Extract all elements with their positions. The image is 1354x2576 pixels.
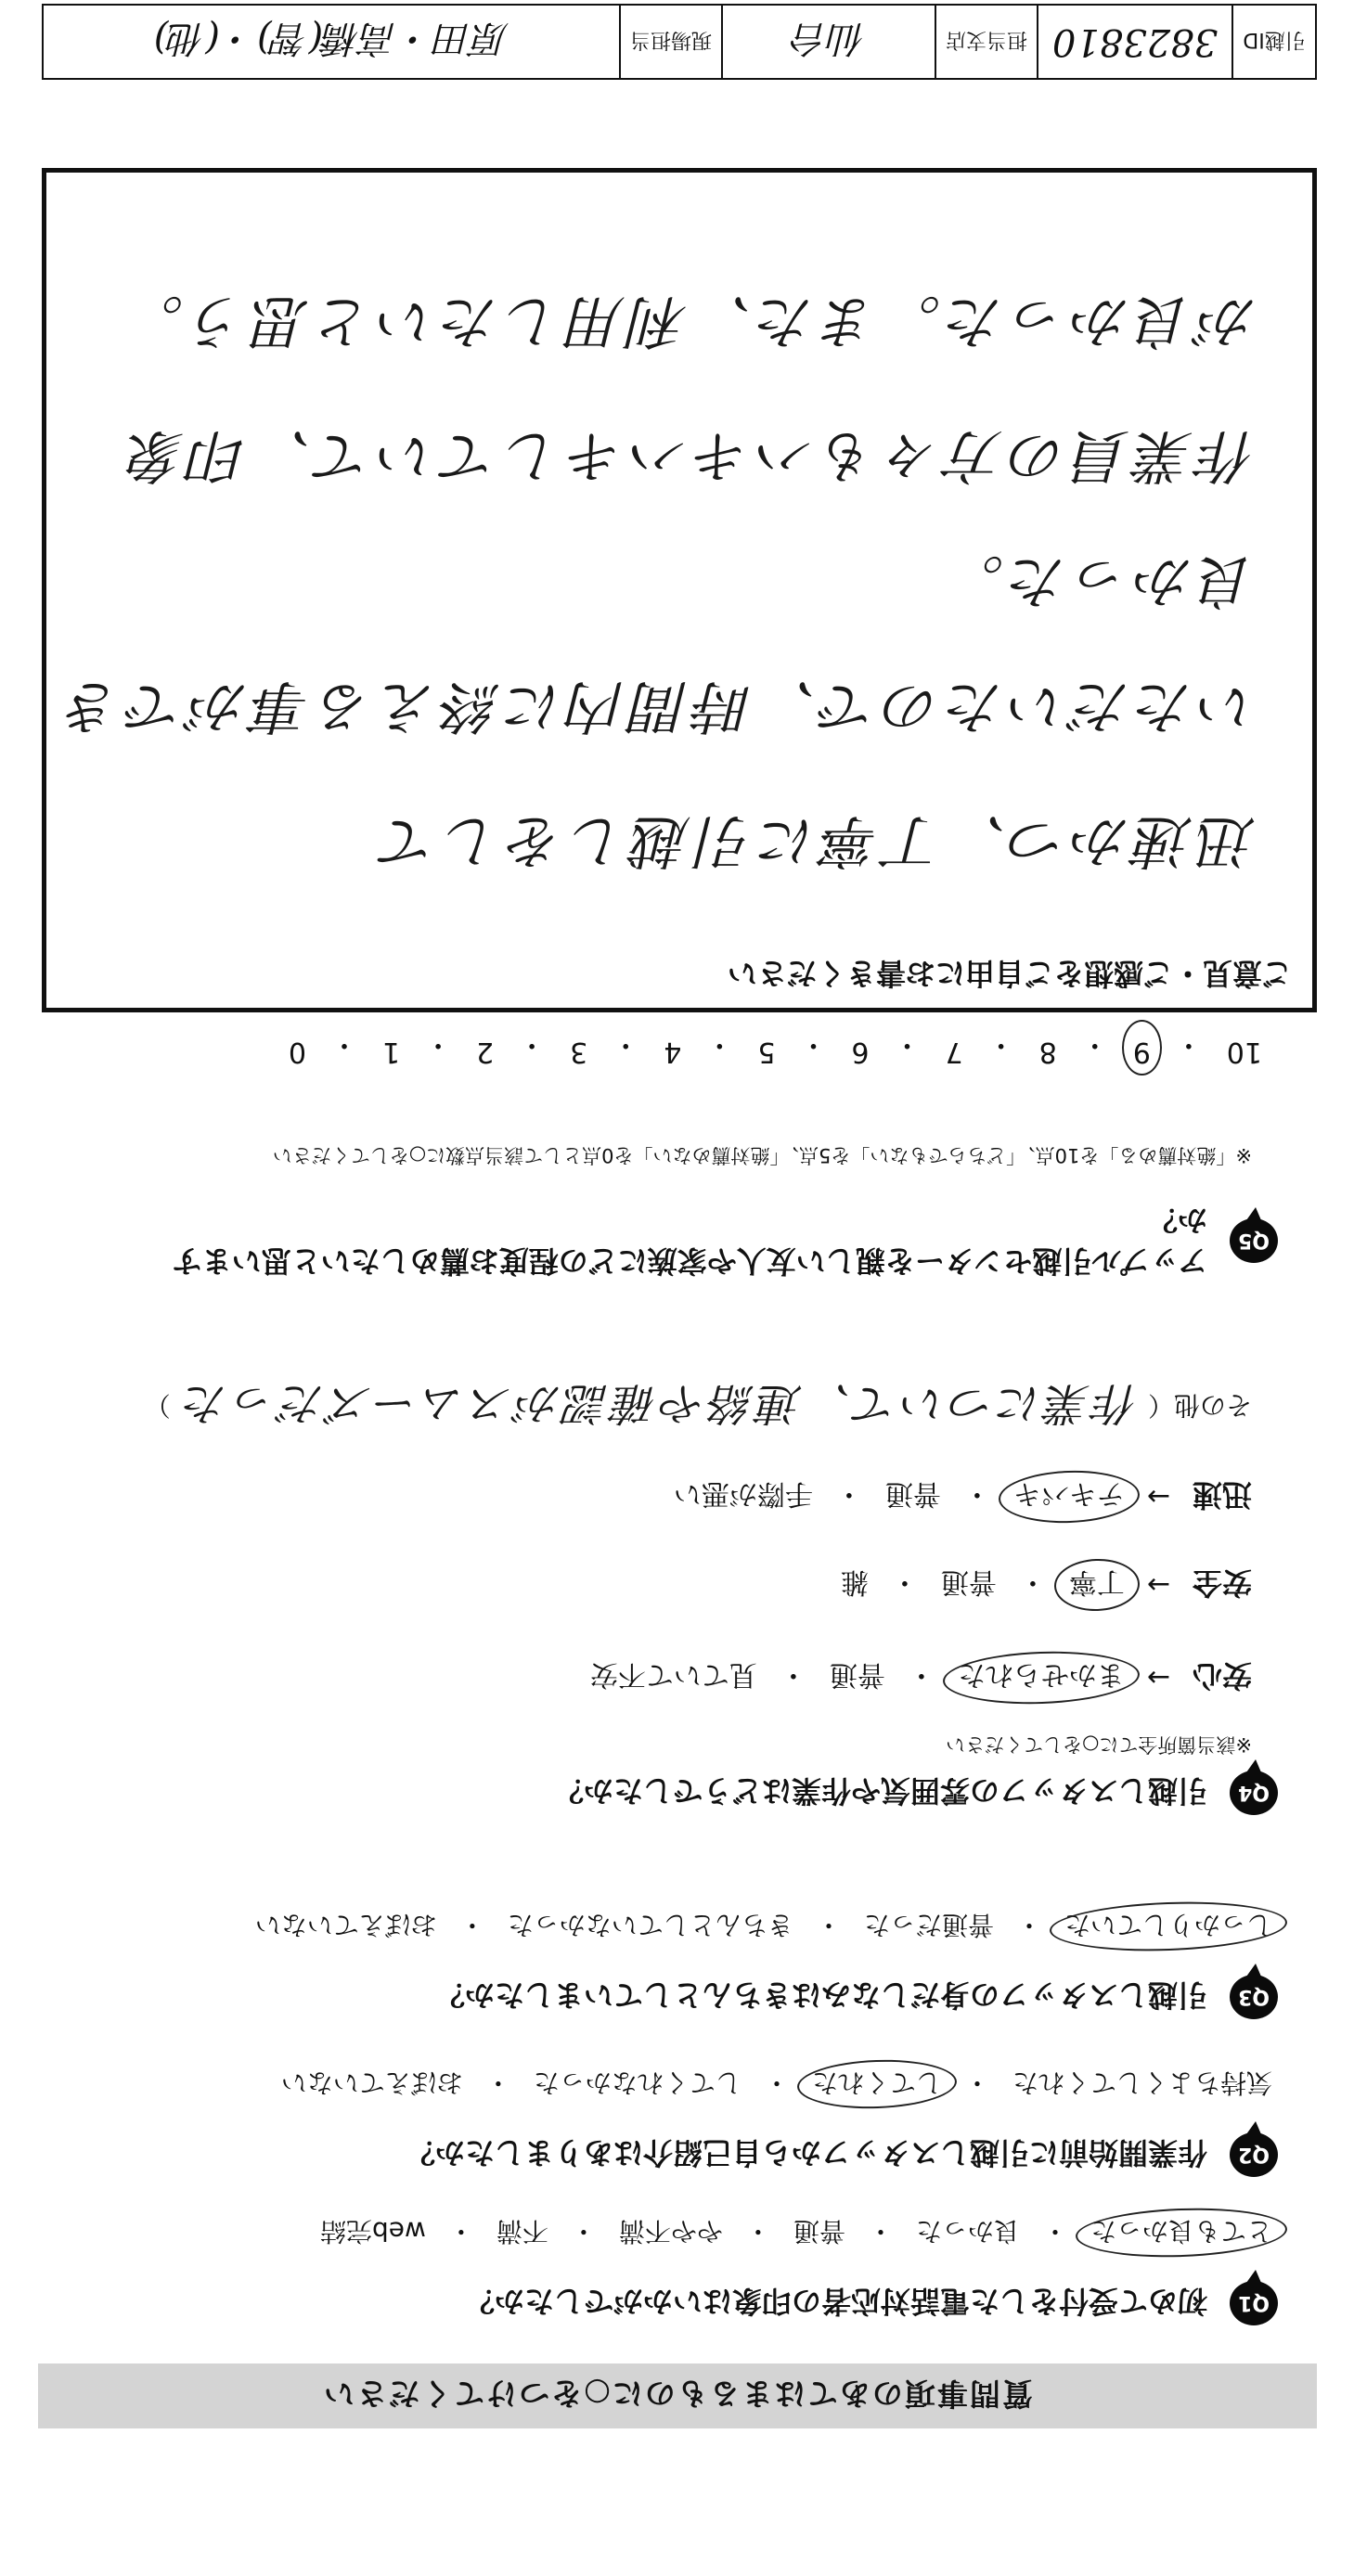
q4-note: ※該当箇所全てに○をしてください bbox=[946, 1733, 1252, 1756]
comment-line: が良かった。また、利用したいと思う。 bbox=[120, 288, 1257, 355]
q1-option[interactable]: 良かった bbox=[915, 2216, 1020, 2247]
score-option[interactable]: 2 bbox=[476, 1036, 495, 1068]
instruction-band bbox=[38, 2363, 1317, 2428]
q4-option[interactable]: テキパキ bbox=[1008, 1476, 1130, 1517]
comment-line: 迅速かつ、丁寧に引越しをして bbox=[375, 807, 1257, 875]
arrow-icon: → bbox=[1146, 1480, 1170, 1513]
q4-option[interactable]: 普通 bbox=[829, 1658, 885, 1691]
q1-option[interactable]: web完結 bbox=[319, 2216, 426, 2247]
score-option[interactable]: 6 bbox=[851, 1036, 870, 1068]
q2-option[interactable]: してくれなかった bbox=[533, 2067, 741, 2098]
q1-options: とても良かった ・ 良かった ・ 普通 ・ やや不満 ・ 不満 ・ web完結 bbox=[315, 2214, 1278, 2251]
q5-badge: Q5 bbox=[1230, 1218, 1278, 1263]
comments-title: ご意見・ご感想をご自由にお書きください bbox=[727, 956, 1292, 991]
score-option[interactable]: 10 bbox=[1226, 1036, 1262, 1068]
comment-line: いただいたので、時間内に終える事ができ bbox=[58, 673, 1257, 741]
q5-scale: 10 ・ 9 ・ 8 ・ 7 ・ 6 ・ 5 ・ 4 ・ 3 ・ 2 ・ 1 ・ 0 bbox=[285, 1027, 1266, 1068]
q4-option[interactable]: 普通 bbox=[884, 1477, 941, 1510]
team-label: 現場担当 bbox=[619, 6, 721, 78]
q3-options: しっかりしていた ・ 普通だった ・ きちんとしていなかった ・ おぼえていない bbox=[250, 1908, 1278, 1945]
q4-other-field[interactable] bbox=[145, 1375, 1252, 1439]
q3-option[interactable]: 普通だった bbox=[863, 1910, 994, 1940]
q1-question: 初めて受付をした電話対応者の印象はいかがでしたか？ bbox=[464, 2284, 1207, 2319]
score-option[interactable]: 4 bbox=[664, 1036, 682, 1068]
score-option[interactable]: 9 bbox=[1129, 1027, 1154, 1068]
score-option[interactable]: 7 bbox=[945, 1036, 963, 1068]
q3-option[interactable]: しっかりしていた bbox=[1059, 1908, 1278, 1945]
q3-option[interactable]: きちんとしていなかった bbox=[507, 1910, 793, 1940]
branch-value: 仙台 bbox=[721, 6, 935, 78]
q4-badge: Q4 bbox=[1230, 1771, 1278, 1815]
q4-jinsoku-row: 迅速 → テキパキ ・ 普通 ・ 手際が悪い bbox=[668, 1475, 1252, 1518]
meta-table bbox=[42, 4, 1317, 80]
q2-option[interactable]: おぼえていない bbox=[280, 2067, 463, 2098]
q3-option[interactable]: おぼえていない bbox=[254, 1910, 437, 1940]
arrow-icon: → bbox=[1146, 1568, 1170, 1602]
q4-option[interactable]: 普通 bbox=[940, 1565, 997, 1598]
score-option[interactable]: 3 bbox=[570, 1036, 588, 1068]
q4-other-label: その他（ bbox=[1147, 1390, 1252, 1422]
q4-other-close: ） bbox=[144, 1390, 171, 1422]
q4-option[interactable]: 手際が悪い bbox=[673, 1477, 813, 1510]
q3-badge: Q3 bbox=[1230, 1975, 1278, 2019]
q4-option[interactable]: まかせられた bbox=[952, 1657, 1130, 1698]
comment-line: 作業員の方々もハキハキしていて、印象 bbox=[122, 422, 1257, 490]
score-option[interactable]: 1 bbox=[381, 1036, 401, 1068]
score-option[interactable]: 8 bbox=[1038, 1036, 1057, 1068]
q2-badge: Q2 bbox=[1230, 2132, 1278, 2177]
q3-row bbox=[435, 1975, 1278, 2019]
q2-option[interactable]: してくれた bbox=[806, 2066, 948, 2103]
q1-row bbox=[465, 2281, 1278, 2325]
q4-anshin-row: 安心 → まかせられた ・ 普通 ・ 見ていて不安 bbox=[585, 1656, 1252, 1699]
q1-badge: Q1 bbox=[1230, 2281, 1278, 2325]
q4-row bbox=[554, 1771, 1278, 1815]
q1-option[interactable]: やや不満 bbox=[618, 2216, 723, 2247]
q5-note: ※「絶対薦める」を10点、「どちらでもない」を5点、「絶対薦めない」を0点として該当点数に○をしてください bbox=[272, 1144, 1252, 1166]
q2-option[interactable]: 気持ちよくしてくれた bbox=[1012, 2067, 1272, 2098]
q4-option[interactable]: 見ていて不安 bbox=[589, 1658, 757, 1691]
q4-other-handwriting: 作業について、連絡や確認がスムーズだった bbox=[179, 1377, 1139, 1429]
q1-option[interactable]: 普通 bbox=[793, 2216, 845, 2247]
q4-question: 引越しスタッフの雰囲気や作業はどうでしたか？ bbox=[553, 1773, 1207, 1809]
team-value: 原田・高橋(智)・(他) bbox=[153, 17, 509, 60]
q4-category: 迅速 bbox=[1192, 1477, 1252, 1513]
q4-category: 安心 bbox=[1192, 1658, 1252, 1694]
q3-question: 引越しスタッフの身だしなみはきちんとしていましたか？ bbox=[434, 1977, 1207, 2013]
q4-category: 安全 bbox=[1192, 1565, 1252, 1601]
q4-option[interactable]: 丁寧 bbox=[1064, 1565, 1130, 1605]
comment-line: 良かった。 bbox=[940, 547, 1257, 615]
instruction-text: 質問事項のあてはまるものに○をつけてください bbox=[322, 2376, 1033, 2413]
q2-options: 気持ちよくしてくれた ・ してくれた ・ してくれなかった ・ おぼえていない bbox=[276, 2066, 1278, 2103]
q5-question: アップル引越センターを親しい友人や家族にどの程度お薦めしたいと思いますか？ bbox=[172, 1203, 1207, 1279]
arrow-icon: → bbox=[1146, 1661, 1170, 1694]
q2-question: 作業開始前に引越しスタッフから自己紹介はありましたか？ bbox=[405, 2135, 1207, 2170]
score-option[interactable]: 0 bbox=[288, 1036, 306, 1068]
id-label: 引越ID bbox=[1231, 6, 1315, 78]
q1-option[interactable]: とても良かった bbox=[1085, 2214, 1278, 2251]
id-value: 3823810 bbox=[1037, 6, 1231, 78]
comments-box[interactable] bbox=[42, 168, 1317, 1012]
score-option[interactable]: 5 bbox=[757, 1036, 776, 1068]
q2-row bbox=[406, 2132, 1278, 2177]
branch-label: 担当支店 bbox=[935, 6, 1037, 78]
q1-option[interactable]: 不満 bbox=[496, 2216, 548, 2247]
q5-row bbox=[140, 1200, 1278, 1282]
q4-option[interactable]: 雑 bbox=[840, 1565, 869, 1598]
q4-anzen-row: 安全 → 丁寧 ・ 普通 ・ 雑 bbox=[835, 1564, 1252, 1606]
